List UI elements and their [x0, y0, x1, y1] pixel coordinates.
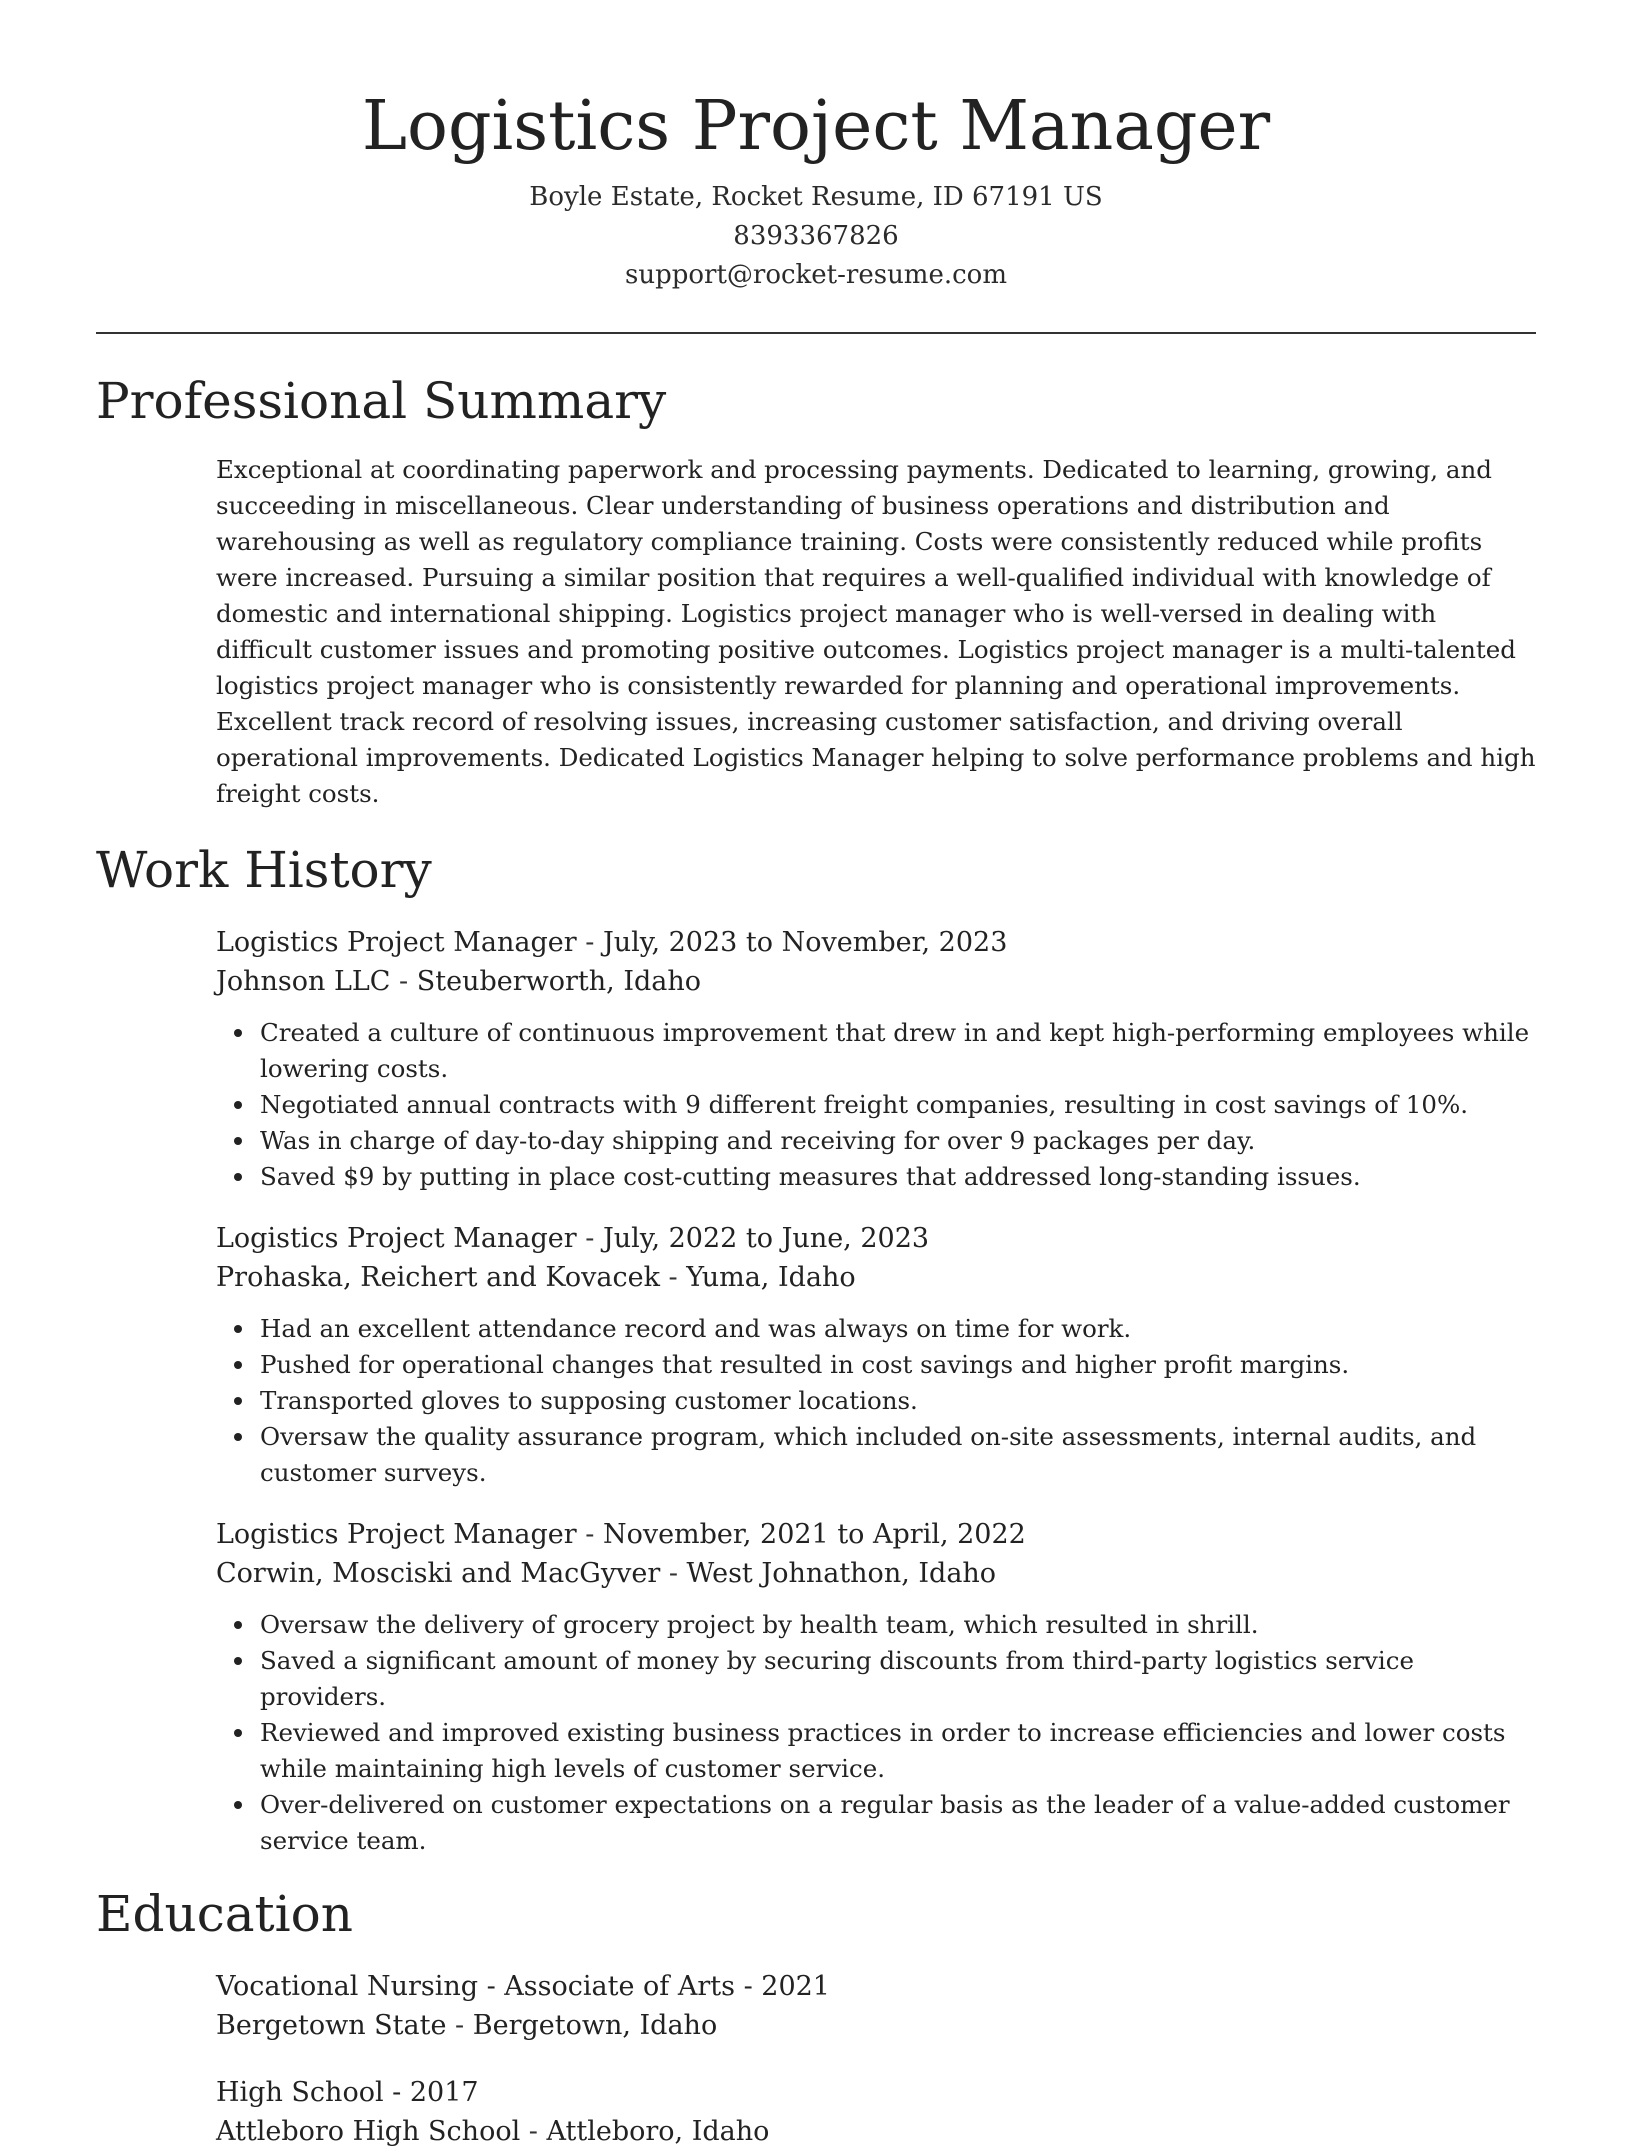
job-bullet: Saved a significant amount of money by securing discounts from third-party logistics service providers. [260, 1643, 1536, 1715]
job-dates: July, 2023 to November, 2023 [602, 927, 1008, 958]
job-bullet: Had an excellent attendance record and was always on time for work. [260, 1311, 1536, 1347]
job-bullet: Was in charge of day-to-day shipping and receiving for over 9 packages per day. [260, 1123, 1536, 1159]
summary-text: Exceptional at coordinating paperwork and processing payments. Dedicated to learning, growing, and succeeding in miscellaneous. Clear understanding of business operations and distribution and warehousing as well as regulatory compliance training. Costs were consistently reduced while profits were increased. Pursuing a similar position that requires a well-qualified individual with knowledge of domestic and international shipping. Logistics project manager who is well-versed in dealing with difficult customer issues and promoting positive outcomes. Logistics project manager is a multi-talented logistics project manager who is consistently rewarded for planning and operational improvements. Excellent track record of resolving issues, increasing customer satisfaction, and driving overall operational improvements. Dedicated Logistics Manager helping to solve performance problems and high freight costs. [216, 455, 1536, 808]
resume-page [96, 0, 1536, 2151]
job-bullet: Saved $9 by putting in place cost-cutting measures that addressed long-standing issues. [260, 1159, 1536, 1195]
job-role: Logistics Project Manager [216, 1519, 577, 1550]
education-title: Education [96, 1885, 353, 1943]
job-bullets [216, 1311, 1536, 1491]
job-bullet: Created a culture of continuous improvement that drew in and kept high-performing employees while lowering costs. [260, 1015, 1536, 1087]
job-location: Steuberworth, Idaho [416, 966, 702, 997]
job-bullet: Oversaw the quality assurance program, which included on-site assessments, internal audits, and customer surveys. [260, 1419, 1536, 1491]
job-title-line [216, 923, 1536, 962]
education-section [96, 1883, 1536, 2151]
summary-title: Professional Summary [96, 372, 667, 430]
separator: - [576, 927, 603, 958]
job-entry [216, 923, 1536, 1195]
education-entry [216, 2073, 1536, 2151]
job-bullet: Oversaw the delivery of grocery project by health team, which resulted in shrill. [260, 1607, 1536, 1643]
job-company: Johnson LLC [216, 966, 391, 997]
separator: - [576, 1223, 603, 1254]
job-entry [216, 1515, 1536, 1859]
education-degree: High School - 2017 [216, 2077, 479, 2108]
resume-name: Logistics Project Manager [361, 87, 1271, 166]
job-role: Logistics Project Manager [216, 927, 577, 958]
job-company-line [216, 962, 1536, 1001]
education-school: Bergetown State [216, 2010, 447, 2041]
separator: - [520, 2116, 547, 2147]
contact-info [96, 178, 1536, 295]
job-bullet: Pushed for operational changes that resulted in cost savings and higher profit margins. [260, 1347, 1536, 1383]
resume-header [96, 0, 1536, 295]
job-location: Yuma, Idaho [686, 1262, 856, 1293]
job-bullets [216, 1015, 1536, 1195]
education-list [216, 1967, 1536, 2151]
education-degree: Vocational Nursing - Associate of Arts - 2021 [216, 1971, 830, 2002]
header-divider [96, 332, 1536, 334]
job-list [216, 923, 1536, 1859]
job-title-line [216, 1515, 1536, 1554]
job-company-line [216, 1258, 1536, 1297]
job-bullet: Negotiated annual contracts with 9 different freight companies, resulting in cost savings of 10%. [260, 1087, 1536, 1123]
job-dates: November, 2021 to April, 2022 [602, 1519, 1026, 1550]
separator: - [446, 2010, 473, 2041]
contact-phone: 8393367826 [733, 221, 899, 251]
separator: - [660, 1558, 687, 1589]
job-dates: July, 2022 to June, 2023 [602, 1223, 930, 1254]
job-company-line [216, 1554, 1536, 1593]
education-school: Attleboro High School [216, 2116, 521, 2147]
education-location: Bergetown, Idaho [472, 2010, 718, 2041]
education-school-line [216, 2112, 1536, 2151]
contact-address: Boyle Estate, Rocket Resume, ID 67191 US [529, 182, 1103, 212]
job-entry [216, 1219, 1536, 1491]
summary-section [96, 370, 1536, 812]
job-company: Prohaska, Reichert and Kovacek [216, 1262, 660, 1293]
separator: - [659, 1262, 687, 1293]
job-bullet: Reviewed and improved existing business practices in order to increase efficiencies and lower costs while maintaining high levels of customer service. [260, 1715, 1536, 1787]
job-title-line [216, 1219, 1536, 1258]
education-school-line [216, 2006, 1536, 2045]
job-bullet: Over-delivered on customer expectations on a regular basis as the leader of a value-added customer service team. [260, 1787, 1536, 1859]
education-entry [216, 1967, 1536, 2045]
separator: - [390, 966, 417, 997]
work-history-section [96, 839, 1536, 1859]
job-location: West Johnathon, Idaho [686, 1558, 997, 1589]
education-location: Attleboro, Idaho [546, 2116, 770, 2147]
job-company: Corwin, Mosciski and MacGyver [216, 1558, 661, 1589]
work-history-title: Work History [96, 841, 432, 899]
job-bullets [216, 1607, 1536, 1859]
separator: - [576, 1519, 603, 1550]
contact-email: support@rocket-resume.com [624, 260, 1007, 290]
job-role: Logistics Project Manager [216, 1223, 577, 1254]
job-bullet: Transported gloves to supposing customer locations. [260, 1383, 1536, 1419]
